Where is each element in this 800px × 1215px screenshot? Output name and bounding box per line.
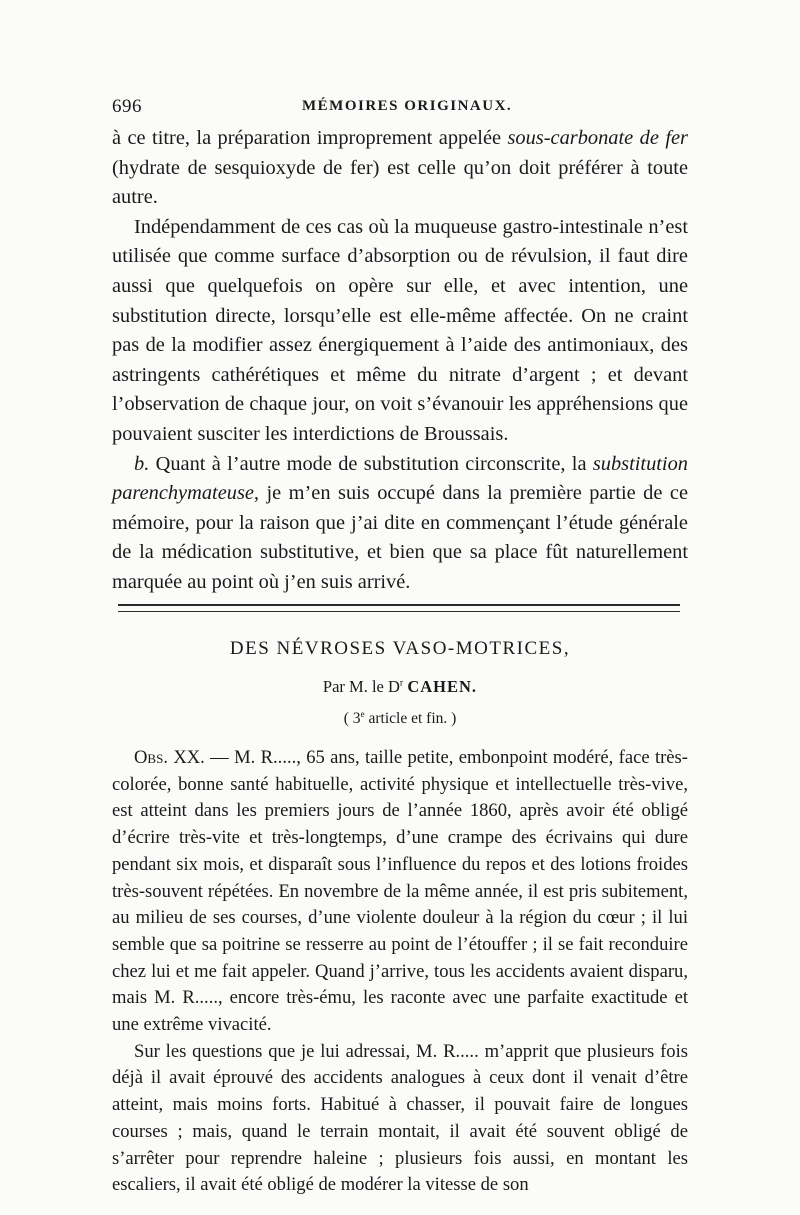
section-title: DES NÉVROSES VASO-MOTRICES, <box>229 638 571 659</box>
observation-paragraph: Obs. XX. — M. R....., 65 ans, taille petite, embonpoint modéré, face très-colorée, bonne santé habituelle, activité physique et intellectuelle très-vive, est atteint dans les premiers jours de l’année 1860, après avoir été obligé d’écrire très-vite et très-longtemps, d’une crampe des écrivains qui dure pendant six mois, et disparaît sous l’influence du repos et des lotions froides très-souvent répétées. En novembre de la même année, il est pris subitement, au milieu de ses courses, d’une violente douleur à la région du cœur ; il lui semble que sa poitrine se resserre au point de l’étouffer ; il se fait reconduire chez lui et me fait appeler. Quand j’arrive, tous les accidents avaient disparu, mais M. R....., encore très-ému, les raconte avec une parfaite exactitude et une extrême vivacité. <box>112 747 688 1036</box>
paragraph-continuation: à ce titre, la préparation improprement appelée sous-carbonate de fer (hydrate de sesquioxyde de fer) est celle qu’on doit préférer à toute autre. <box>112 127 688 209</box>
article-note: ( 3e article et fin. ) <box>343 709 457 727</box>
author-line: Par M. le $D^r$ CAHEN. <box>322 677 478 696</box>
section-divider <box>118 604 680 612</box>
paragraph-substitution-directe: Indépendamment de ces cas où la muqueuse gastro-intestinale n’est utilisée que comme surface d’absorption ou de révulsion, il faut dire aussi que quelquefois on opère sur elle, et avec intention, une substitution directe, lorsqu’elle est elle-même affectée. On ne craint pas de la modifier assez énergiquement à l’aide des antimoniaux, des astringents cathérétiques et même du nitrate d’argent ; et devant l’observation de chaque jour, on voit s’évanouir les appréhensions que pouvaient susciter les interdictions de Broussais. <box>112 215 688 445</box>
observation-text <box>112 745 688 1199</box>
author-name: CAHEN. <box>407 677 478 696</box>
running-title: MÉMOIRES ORIGINAUX. <box>302 98 513 114</box>
top-text-block <box>112 124 688 598</box>
paragraph-substitution-parenchymateuse: b. Quant à l’autre mode de substitution circonscrite, la substitution parenchymateuse, je m’en suis occupé dans la première partie de ce mémoire, pour la raison que j’ai dite en commençant l’étude générale de la médication substitutive, et bien que sa place fût naturellement marquée au point où j’en suis arrivé. <box>112 452 688 593</box>
page-number: 696 <box>112 96 142 117</box>
observation-paragraph-2: Sur les questions que je lui adressai, M. R..... m’apprit que plusieurs fois déjà il avait éprouvé des accidents analogues à ceux dont il venait d’être atteint, mais moins forts. Habitué à chasser, il pouvait faire de longues courses ; mais, quand le terrain montait, il avait été souvent obligé de s’arrêter pour reprendre haleine ; plusieurs fois aussi, en montant les escaliers, il avait été obligé de modérer la vitesse de son <box>112 1040 688 1196</box>
running-head <box>112 96 688 124</box>
observation-label: Obs. XX. <box>134 747 205 768</box>
